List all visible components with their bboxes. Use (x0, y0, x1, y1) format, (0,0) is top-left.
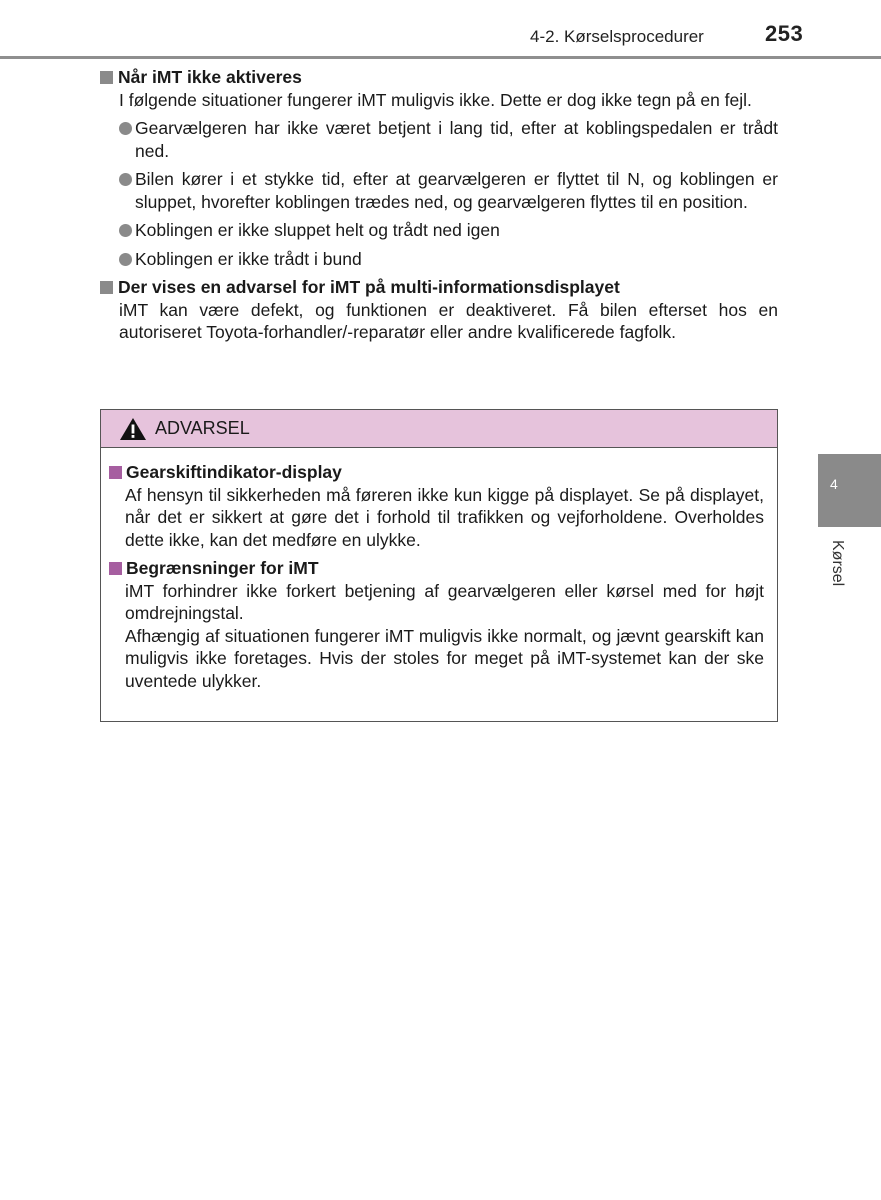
list-item (100, 248, 778, 271)
list-item (100, 219, 778, 242)
main-content (100, 66, 778, 344)
section-heading-text: Der vises en advarsel for iMT på multi-informationsdisplayet (118, 277, 620, 297)
warning-title: ADVARSEL (155, 418, 250, 438)
section-heading (100, 276, 778, 299)
page-header (0, 0, 881, 60)
list-item (100, 168, 778, 213)
bullet-circle-icon (119, 253, 132, 266)
section-body: iMT kan være defekt, og funktionen er deaktiveret. Få bilen efterset hos en autoriseret Toyota-forhandler/-reparatør eller andre kvalificerede fagfolk. (119, 299, 778, 342)
list-item-text: Koblingen er ikke trådt i bund (135, 248, 362, 269)
section-body: I følgende situationer fungerer iMT muligvis ikke. Dette er dog ikke tegn på en fejl. (119, 89, 752, 110)
list-item-text: Koblingen er ikke sluppet helt og trådt ned igen (135, 220, 500, 240)
bullet-circle-icon (119, 224, 132, 237)
warning-paragraph: iMT forhindrer ikke forkert betjening af gearvælgeren eller kørsel med for højt omdrejningstal. (125, 580, 764, 623)
list-item-text: Bilen kører i et stykke tid, efter at gearvælgeren er flyttet til N, og koblingen er sluppet, hvorefter koblingen trædes ned, og gearvælgeren flyttes til en position. (135, 169, 778, 212)
gray-square-icon (100, 281, 113, 294)
purple-square-icon (109, 466, 122, 479)
list-item-text: Gearvælgeren har ikke været betjent i lang tid, efter at koblingspedalen er trådt ned. (135, 118, 778, 161)
purple-square-icon (109, 562, 122, 575)
chapter-label: Kørsel (829, 540, 846, 587)
page-number: 253 (765, 21, 804, 46)
list-item (100, 117, 778, 162)
header-divider (0, 56, 881, 59)
warning-section-heading (109, 461, 764, 484)
warning-box (100, 409, 778, 722)
warning-triangle-icon (119, 417, 147, 441)
chapter-number: 4 (830, 476, 838, 492)
gray-square-icon (100, 71, 113, 84)
bullet-circle-icon (119, 122, 132, 135)
warning-section-heading-text: Begrænsninger for iMT (126, 558, 319, 578)
warning-paragraph: Afhængig af situationen fungerer iMT muligvis ikke normalt, og jævnt gearskift kan muligvis ikke foretages. Hvis der stoles for meget på iMT-systemet kan der ske uventede ulykker. (125, 625, 764, 691)
warning-section-heading-text: Gearskiftindikator-display (126, 462, 342, 482)
warning-header (101, 410, 777, 448)
bullet-circle-icon (119, 173, 132, 186)
warning-content (109, 461, 764, 692)
section-heading-text: Når iMT ikke aktiveres (118, 67, 302, 87)
warning-section-heading (109, 557, 764, 580)
chapter-tab (818, 454, 881, 527)
warning-paragraph: Af hensyn til sikkerheden må føreren ikke kun kigge på displayet. Se på displayet, når det er sikkert at gøre det i forhold til trafikken og vejforholdene. Overholdes dette ikke, kan det medføre en ulykke. (125, 484, 764, 550)
chapter-title: 4-2. Kørselsprocedurer (530, 27, 704, 46)
section-heading (100, 66, 778, 89)
